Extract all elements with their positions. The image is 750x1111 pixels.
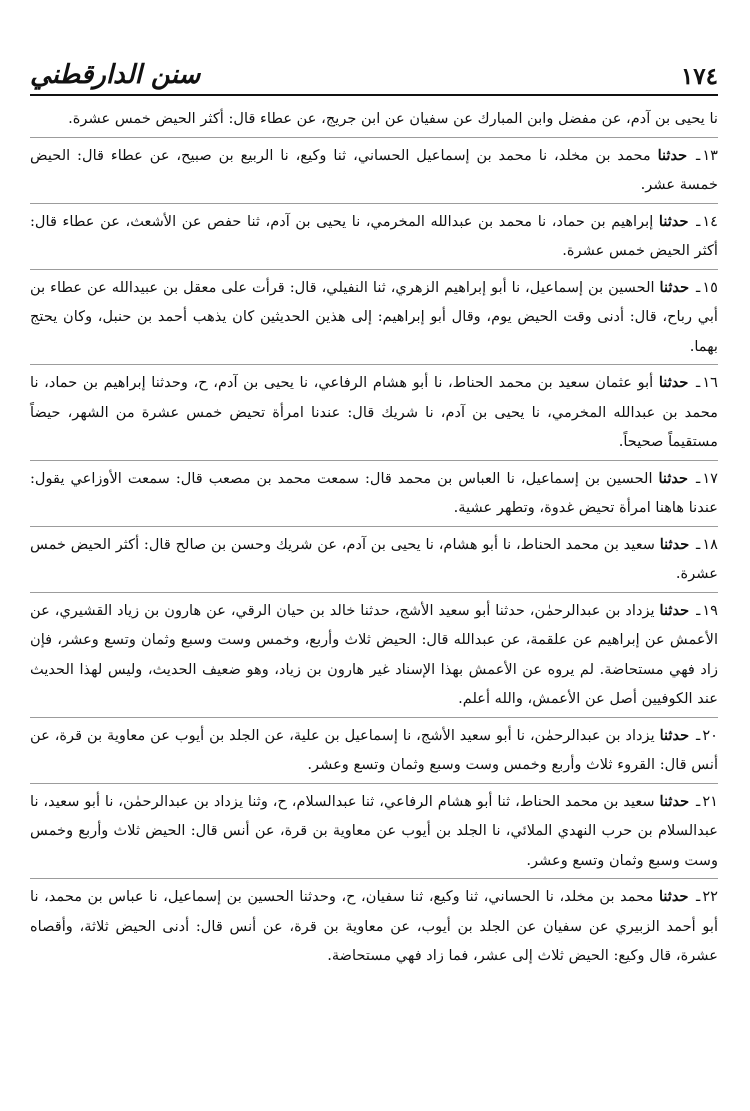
separator (30, 269, 718, 270)
hadith-keyword: حدثنا (659, 601, 690, 619)
hadith-text: محمد بن مخلد، نا الحساني، ثنا وكيع، ثنا سفيان، ح، وحدثنا الحسين بن إسماعيل، نا عباس بن محمد، نا أبو أحمد الزبيري عن سفيان عن الجلد بن أيوب، عن معاوية بن قرة، عن أنس قال: أدنى الحيض ثلاثة، وأقصاه عشرة، قال وكيع: الحيض ثلاث إلى عشر، فما زاد فهي مستحاضة. (30, 888, 718, 964)
hadith-17: ١٧ـ حدثنا الحسين بن إسماعيل، نا العباس بن محمد قال: سمعت محمد بن مصعب قال: سمعت الأوزاعي يقول: عندنا هاهنا امرأة تحيض غدوة، وتطهر عشية. (30, 469, 719, 516)
separator (30, 717, 718, 718)
hadith-keyword: حدثنا (658, 212, 689, 230)
page-header (30, 50, 718, 90)
hadith-number: ١٤ (702, 212, 719, 230)
hadith-number: ١٧ (702, 469, 719, 487)
hadith-number: ١٩ (702, 601, 719, 619)
book-title: سنن الدارقطني (30, 60, 201, 90)
separator (30, 203, 718, 204)
hadith-text: سعيد بن محمد الحناط، ثنا أبو هشام الرفاعي، ثنا عبدالسلام، ح، وثنا يزداد بن عبدالرحمٰن، نا أبو سعيد، نا عبدالسلام بن حرب النهدي الملائي، نا الجلد بن أيوب عن معاوية بن قرة، عن أنس قال: الحيض ثلاث وأربع وخمس وست وسبع وثمان وتسع وعشر. (30, 792, 718, 869)
hadith-number: ١٨ (702, 535, 718, 553)
paragraph-intro (30, 104, 718, 134)
hadith-number: ١٣ (702, 146, 718, 164)
separator (30, 592, 718, 593)
hadith-15: ١٥ـ حدثنا الحسين بن إسماعيل، نا أبو إبراهيم الزهري، ثنا النفيلي، قال: قرأت على معقل بن عبيدالله عن عطاء بن أبي رباح، قال: أدنى وقت الحيض يوم، وقال أبو إبراهيم: إلى هذين الحديثين كان يذهب أحمد بن حنبل، وكان يحتج بهما. (30, 278, 719, 355)
hadith-number: ٢٠ (702, 726, 719, 744)
hadith-14: ١٤ـ حدثنا إبراهيم بن حماد، نا محمد بن عبدالله المخرمي، نا يحيى بن آدم، ثنا حفص عن الأشعث، عن عطاء قال: أكثر الحيض خمس عشرة. (30, 212, 719, 259)
hadith-text: الحسين بن إسماعيل، نا أبو إبراهيم الزهري، ثنا النفيلي، قال: قرأت على معقل بن عبيدالله عن عطاء بن أبي رباح، قال: أدنى وقت الحيض يوم، وقال أبو إبراهيم: إلى هذين الحديثين كان يذهب أحمد بن حنبل، وكان يحتج بهما. (30, 278, 718, 355)
hadith-text: الحسين بن إسماعيل، نا العباس بن محمد قال: سمعت محمد بن مصعب قال: سمعت الأوزاعي يقول: عندنا هاهنا امرأة تحيض غدوة، وتطهر عشية. (30, 469, 718, 516)
hadith-keyword: حدثنا (658, 469, 689, 487)
page-number: ١٧٤ (680, 63, 718, 90)
separator (30, 364, 718, 365)
paragraph-text: نا يحيى بن آدم، عن مفضل وابن المبارك عن سفيان عن ابن جريج، عن عطاء قال: أكثر الحيض خمس عشرة. (68, 110, 718, 127)
hadith-number: ٢٢ (702, 888, 719, 905)
hadith-keyword: حدثنا (659, 792, 690, 810)
hadith-text: سعيد بن محمد الحناط، نا أبو هشام، نا يحيى بن آدم، عن شريك وحسن بن صالح قال: أكثر الحيض خمس عشرة. (30, 535, 718, 582)
hadith-text: إبراهيم بن حماد، نا محمد بن عبدالله المخرمي، نا يحيى بن آدم، ثنا حفص عن الأشعث، عن عطاء قال: أكثر الحيض خمس عشرة. (30, 212, 718, 259)
hadith-keyword: حدثنا (658, 888, 689, 905)
hadith-text: أبو عثمان سعيد بن محمد الحناط، نا أبو هشام الرفاعي، نا يحيى بن آدم، ح، وحدثنا إبراهيم بن حماد، نا محمد بن عبدالله المخرمي، نا يحيى بن آدم، نا شريك قال: عندنا امرأة تحيض خمس عشرة من الشهر، حيضاً مستقيماً صحيحاً. (30, 374, 718, 450)
hadith-keyword: حدثنا (659, 726, 690, 744)
book-page (30, 50, 718, 971)
hadith-13: ١٣ـ حدثنا محمد بن مخلد، نا محمد بن إسماعيل الحساني، ثنا وكيع، نا الربيع بن صبيح، عن عطاء قال: الحيض خمسة عشر. (30, 146, 718, 193)
hadith-number: ١٦ (702, 374, 719, 391)
separator (30, 783, 718, 784)
hadith-keyword: حدثنا (659, 535, 690, 553)
hadith-text: يزداد بن عبدالرحمٰن، نا أبو سعيد الأشج، نا إسماعيل بن علية، عن الجلد بن أيوب عن معاوية بن قرة، عن أنس قال: القروء ثلاث وأربع وخمس وست وسبع وثمان وتسع وعشر. (30, 726, 718, 773)
hadith-22: ٢٢ـ حدثنا محمد بن مخلد، نا الحساني، ثنا وكيع، ثنا سفيان، ح، وحدثنا الحسين بن إسماعيل، نا عباس بن محمد، نا أبو أحمد الزبيري عن سفيان عن الجلد بن أيوب، عن معاوية بن قرة، عن أنس قال: أدنى الحيض ثلاثة، وأقصاه عشرة، قال وكيع: الحيض ثلاث إلى عشر، فما زاد فهي مستحاضة. (30, 888, 719, 964)
hadith-keyword: حدثنا (657, 146, 688, 164)
separator (30, 137, 718, 138)
hadith-number: ١٥ (702, 278, 719, 296)
separator (30, 526, 718, 527)
hadith-20: ٢٠ـ حدثنا يزداد بن عبدالرحمٰن، نا أبو سعيد الأشج، نا إسماعيل بن علية، عن الجلد بن أيوب عن معاوية بن قرة، عن أنس قال: القروء ثلاث وأربع وخمس وست وسبع وثمان وتسع وعشر. (30, 726, 719, 773)
hadith-text: محمد بن مخلد، نا محمد بن إسماعيل الحساني، ثنا وكيع، نا الربيع بن صبيح، عن عطاء قال: الحيض خمسة عشر. (30, 146, 718, 193)
hadith-number: ٢١ (702, 792, 719, 810)
page-body (30, 104, 718, 971)
hadith-18: ١٨ـ حدثنا سعيد بن محمد الحناط، نا أبو هشام، نا يحيى بن آدم، عن شريك وحسن بن صالح قال: أكثر الحيض خمس عشرة. (30, 535, 718, 582)
hadith-text: يزداد بن عبدالرحمٰن، حدثنا أبو سعيد الأشج، حدثنا خالد بن حيان الرقي، عن هارون بن زياد القشيري، عن الأعمش عن إبراهيم عن علقمة، عن عبدالله قال: الحيض ثلاث وأربع، وخمس وست وسبع وثمان وتسع وعشر، فإن زاد فهي مستحاضة. لم يروه عن الأعمش بهذا الإسناد غير هارون بن زياد، وهو ضعيف الحديث، وليس لهذا الحديث عند الكوفيين أصل عن الأعمش، والله أعلم. (30, 601, 718, 707)
header-rule (30, 94, 718, 96)
hadith-keyword: حدثنا (659, 278, 690, 296)
separator (30, 460, 718, 461)
hadith-21: ٢١ـ حدثنا سعيد بن محمد الحناط، ثنا أبو هشام الرفاعي، ثنا عبدالسلام، ح، وثنا يزداد بن عبدالرحمٰن، نا أبو سعيد، نا عبدالسلام بن حرب النهدي الملائي، نا الجلد بن أيوب عن معاوية بن قرة، عن أنس قال: الحيض ثلاث وأربع وخمس وست وسبع وثمان وتسع وعشر. (30, 792, 719, 869)
hadith-keyword: حدثنا (658, 374, 689, 391)
hadith-19: ١٩ـ حدثنا يزداد بن عبدالرحمٰن، حدثنا أبو سعيد الأشج، حدثنا خالد بن حيان الرقي، عن هارون بن زياد القشيري، عن الأعمش عن إبراهيم عن علقمة، عن عبدالله قال: الحيض ثلاث وأربع، وخمس وست وسبع وثمان وتسع وعشر، فإن زاد فهي مستحاضة. لم يروه عن الأعمش بهذا الإسناد غير هارون بن زياد، وهو ضعيف الحديث، وليس لهذا الحديث عند الكوفيين أصل عن الأعمش، والله أعلم. (30, 601, 719, 707)
separator (30, 878, 718, 879)
hadith-16: ١٦ـ حدثنا أبو عثمان سعيد بن محمد الحناط، نا أبو هشام الرفاعي، نا يحيى بن آدم، ح، وحدثنا إبراهيم بن حماد، نا محمد بن عبدالله المخرمي، نا يحيى بن آدم، نا شريك قال: عندنا امرأة تحيض خمس عشرة من الشهر، حيضاً مستقيماً صحيحاً. (30, 374, 719, 450)
